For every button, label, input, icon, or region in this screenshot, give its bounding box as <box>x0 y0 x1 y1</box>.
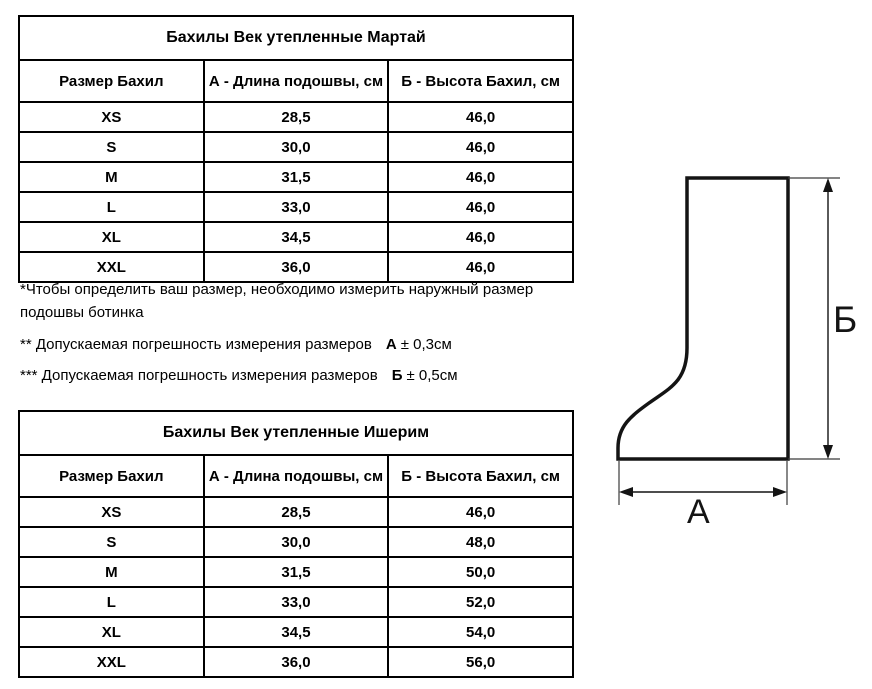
length-cell: 33,0 <box>204 192 389 222</box>
table-title-row <box>19 16 573 60</box>
note-tolerance-b-text: *** Допускаемая погрешность измерения размеров <box>20 367 378 384</box>
table-row <box>19 162 573 192</box>
table-row <box>19 587 573 617</box>
length-cell: 28,5 <box>204 102 389 132</box>
boot-measurement-diagram <box>600 145 872 545</box>
table-header-row <box>19 60 573 102</box>
size-table-martay <box>18 15 574 283</box>
size-cell: XXL <box>19 647 204 677</box>
header-length: А - Длина подошвы, см <box>204 60 389 102</box>
table-header-row <box>19 455 573 497</box>
header-height: Б - Высота Бахил, см <box>388 455 573 497</box>
length-cell: 34,5 <box>204 222 389 252</box>
size-cell: L <box>19 192 204 222</box>
note-tolerance-a-text: ** Допускаемая погрешность измерения размеров <box>20 336 372 353</box>
height-cell: 46,0 <box>388 102 573 132</box>
table-row <box>19 132 573 162</box>
table-title: Бахилы Век утепленные Мартай <box>19 16 573 60</box>
header-length: А - Длина подошвы, см <box>204 455 389 497</box>
dim-letter-a: А <box>385 336 397 353</box>
length-cell: 31,5 <box>204 557 389 587</box>
length-cell: 33,0 <box>204 587 389 617</box>
size-cell: M <box>19 162 204 192</box>
size-cell: S <box>19 132 204 162</box>
size-cell: M <box>19 557 204 587</box>
height-cell: 56,0 <box>388 647 573 677</box>
boot-outline <box>618 178 788 459</box>
height-cell: 54,0 <box>388 617 573 647</box>
height-cell: 50,0 <box>388 557 573 587</box>
table-title: Бахилы Век утепленные Ишерим <box>19 411 573 455</box>
length-dimension-label: А <box>687 493 710 531</box>
size-cell: XL <box>19 222 204 252</box>
note-measure: *Чтобы определить ваш размер, необходимо измерить наружный размер подошвы ботинка <box>20 281 534 321</box>
arrow-up-icon <box>823 178 833 192</box>
table-row <box>19 527 573 557</box>
dim-letter-b: Б <box>391 367 403 384</box>
header-height: Б - Высота Бахил, см <box>388 60 573 102</box>
note-tolerance-a <box>20 333 572 356</box>
table-row <box>19 102 573 132</box>
height-cell: 46,0 <box>388 497 573 527</box>
header-size: Размер Бахил <box>19 60 204 102</box>
height-cell: 46,0 <box>388 162 573 192</box>
dim-value-a: ± 0,3см <box>400 336 452 353</box>
length-cell: 36,0 <box>204 252 389 282</box>
size-cell: XXL <box>19 252 204 282</box>
size-table-isherim <box>18 410 574 678</box>
height-dimension-label: Б <box>833 299 858 340</box>
arrow-left-icon <box>619 487 633 497</box>
length-cell: 31,5 <box>204 162 389 192</box>
length-cell: 30,0 <box>204 132 389 162</box>
length-cell: 28,5 <box>204 497 389 527</box>
size-cell: XL <box>19 617 204 647</box>
table-row <box>19 497 573 527</box>
size-cell: XS <box>19 497 204 527</box>
length-cell: 30,0 <box>204 527 389 557</box>
footnotes <box>20 278 572 395</box>
dim-value-b: ± 0,5см <box>406 367 458 384</box>
table-row <box>19 557 573 587</box>
height-cell: 46,0 <box>388 192 573 222</box>
header-size: Размер Бахил <box>19 455 204 497</box>
table-row <box>19 617 573 647</box>
height-cell: 52,0 <box>388 587 573 617</box>
table-row <box>19 192 573 222</box>
length-cell: 34,5 <box>204 617 389 647</box>
table-row <box>19 647 573 677</box>
size-cell: S <box>19 527 204 557</box>
arrow-down-icon <box>823 445 833 459</box>
height-cell: 46,0 <box>388 222 573 252</box>
height-cell: 46,0 <box>388 252 573 282</box>
arrow-right-icon <box>773 487 787 497</box>
size-cell: L <box>19 587 204 617</box>
height-cell: 48,0 <box>388 527 573 557</box>
note-tolerance-b <box>20 364 572 387</box>
table-title-row <box>19 411 573 455</box>
height-cell: 46,0 <box>388 132 573 162</box>
length-cell: 36,0 <box>204 647 389 677</box>
size-cell: XS <box>19 102 204 132</box>
table-row <box>19 222 573 252</box>
